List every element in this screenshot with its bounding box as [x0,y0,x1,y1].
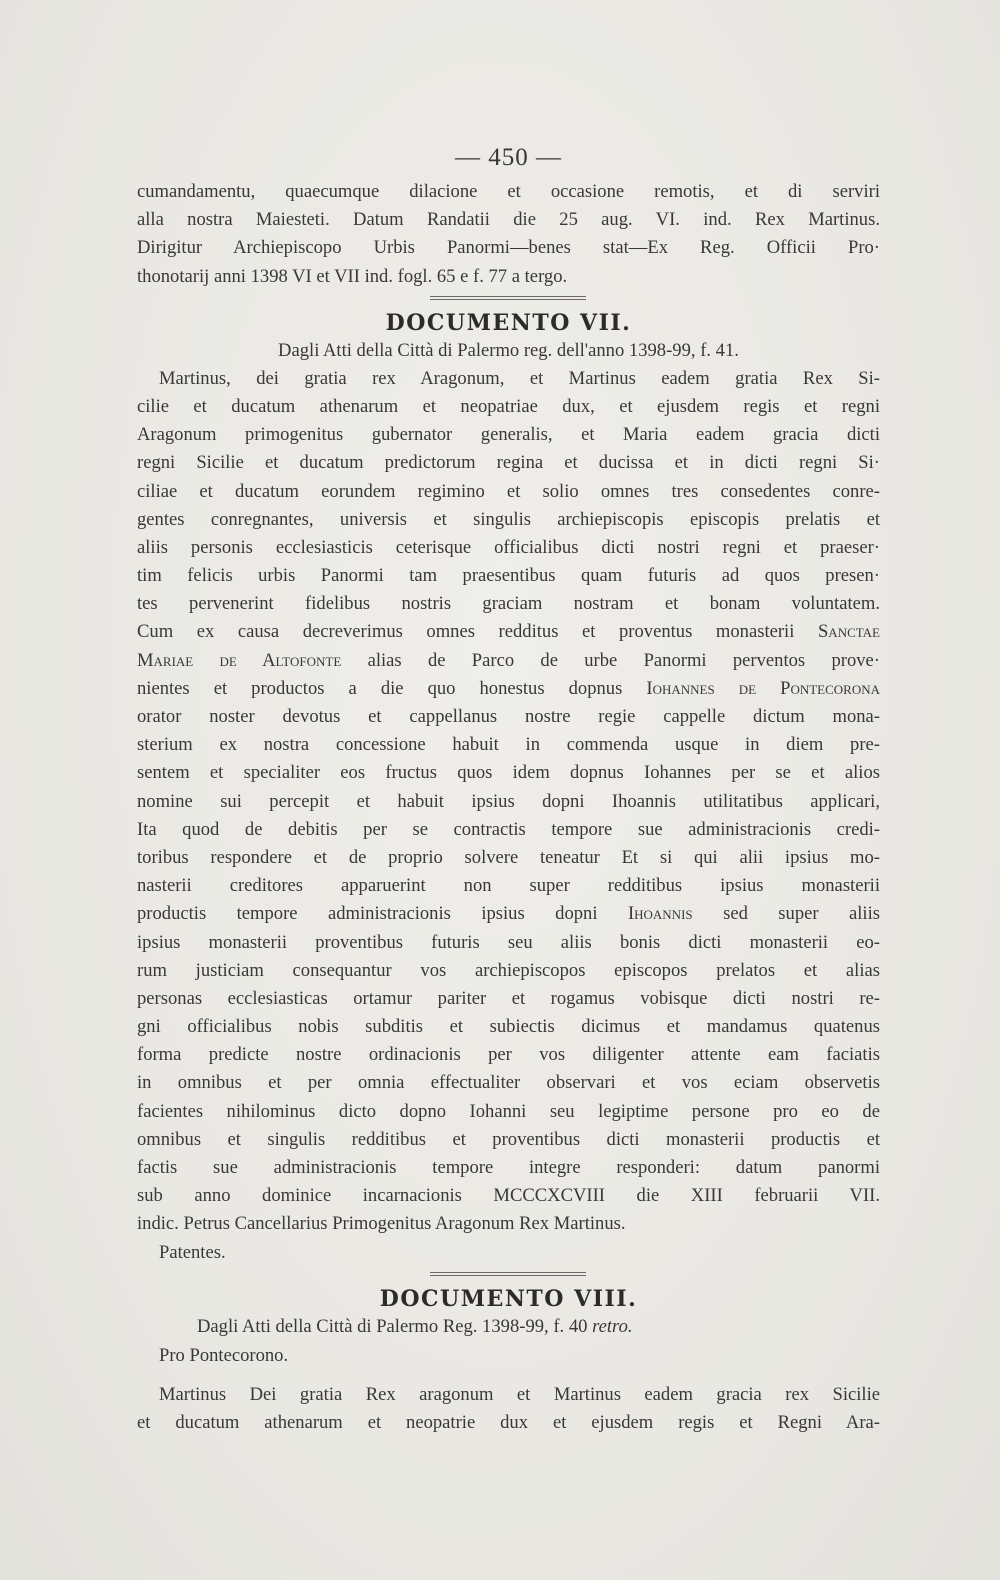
text-line: Dirigitur Archiepiscopo Urbis Panormi—benes stat—Ex Reg. Officii Pro· [137,237,880,259]
text-segment: alias de Parco de urbe Panormi perventos prove· [367,649,880,671]
text-segment: nientes et productos a die quo honestus dopnus [137,677,623,699]
separator-rule [137,1267,880,1281]
text-line: Martinus Dei gratia Rex aragonum et Martinus eadem gracia rex Sicilie [159,1383,880,1405]
text-block [137,138,880,1437]
text-line: rum justiciam consequantur vos archiepiscopos episcopos prelatos et alias [137,959,880,981]
spacer [137,1371,880,1381]
text-line: regni Sicilie et ducatum predictorum regina et ducissa et in dicti regni Si· [137,452,880,474]
page-number: — 450 — [455,144,562,171]
document-body [137,365,880,1267]
text-line: omnibus et singulis redditibus et proventibus dicti monasterii productis et [137,1128,880,1150]
document-source: Dagli Atti della Città di Palermo reg. dell'anno 1398-99, f. 41. [278,339,739,361]
text-line: ipsius monasterii proventibus futuris seu aliis bonis dicti monasterii eo- [137,931,880,953]
text-line: gni officialibus nobis subditis et subiectis dicimus et mandamus quatenus [137,1016,880,1038]
text-line: cumandamentu, quaecumque dilacione et occasione remotis, et di serviri [137,181,880,202]
text-segment: sed super aliis [723,903,880,925]
text-line: Aragonum primogenitus gubernator generalis, et Maria eadem gracia dicti [137,424,880,446]
text-line [137,618,880,646]
text-line: cilie et ducatum athenarum et neopatriae dux, et ejusdem regis et regni [137,395,880,417]
text-line: forma predicte nostre ordinacionis per vos diligenter attente eam faciatis [137,1044,880,1066]
text-line: et ducatum athenarum et neopatrie dux et ejusdem regis et Regni Ara- [137,1411,880,1433]
text-segment: retro. [592,1315,633,1337]
text-line [137,675,880,703]
proper-name: Iohannes de Pontecorona [646,677,880,699]
text-line: Ita quod de debitis per se contractis tempore sue administracionis credi- [137,818,880,840]
text-segment: Dagli Atti della Città di Palermo Reg. 1398-99, f. 40 [197,1315,588,1337]
proper-name: Ihoannis [627,903,693,925]
text-line: tes pervenerint fidelibus nostris graciam nostram et bonam voluntatem. [137,593,880,615]
text-line: alla nostra Maiesteti. Datum Randatii die 25 aug. VI. ind. Rex Martinus. [137,209,880,231]
document-source [137,1313,880,1341]
text-line: orator noster devotus et cappellanus nostre regie cappelle dictum mona- [137,706,880,727]
text-line: in omnibus et per omnia effectualiter observari et vos eciam observetis [137,1072,880,1094]
text-line: nasterii creditores apparuerint non super redditibus ipsius monasterii [137,875,880,897]
text-segment: productis tempore administracionis ipsius dopni [137,903,598,925]
text-line [137,900,880,928]
text-line: indic. Petrus Cancellarius Primogenitus Aragonum Rex Martinus. [137,1213,626,1235]
text-line: ciliae et ducatum eorundem regimino et solio omnes tres consedentes conre- [137,480,880,502]
text-line: nomine sui percepit et habuit ipsius dopni Ihoannis utilitatibus applicari, [137,790,880,812]
text-line: gentes conregnantes, universis et singulis archiepiscopis episcopis prelatis et [137,508,880,530]
text-segment: Cum ex causa decreverimus omnes redditus et proventus monasterii [137,621,795,643]
text-line: tim felicis urbis Panormi tam praesentibus quam futuris ad quos presen· [137,565,880,587]
text-line: personas ecclesiasticas ortamur pariter et rogamus vobisque dicti nostri re- [137,987,880,1009]
text-line: Martinus, dei gratia rex Aragonum, et Martinus eadem gratia Rex Si- [159,367,880,389]
text-line: thonotarij anni 1398 VI et VII ind. fogl. 65 e f. 77 a tergo. [137,265,568,287]
closing-line: Patentes. [159,1241,226,1263]
proper-name: Sanctae [817,621,880,643]
document-note: Pro Pontecorono. [159,1344,289,1366]
text-line: sub anno dominice incarnacionis MCCCXCVIII die XIII februarii VII. [137,1185,880,1207]
continuation-paragraph [137,178,880,291]
text-line: sterium ex nostra concessione habuit in commenda usque in diem pre- [137,734,880,756]
text-line [137,647,880,675]
text-line: toribus respondere et de proprio solvere teneatur Et si qui alii ipsius mo- [137,846,880,868]
text-line: aliis personis ecclesiasticis ceterisque officialibus dicti nostri regni et praeser· [137,536,880,558]
separator-rule [137,291,880,305]
document-heading: DOCUMENTO VIII. [379,1285,638,1312]
proper-name: Mariae de Altofonte [137,649,342,671]
text-line: factis sue administracionis tempore integre responderi: datum panormi [137,1157,880,1178]
text-line: facientes nihilominus dicto dopno Iohanni seu legiptime persone pro eo de [137,1100,880,1122]
text-line: sentem et specialiter eos fructus quos idem dopnus Iohannes per se et alios [137,762,880,784]
document-heading: DOCUMENTO VII. [385,309,632,336]
document-body [137,1381,880,1437]
